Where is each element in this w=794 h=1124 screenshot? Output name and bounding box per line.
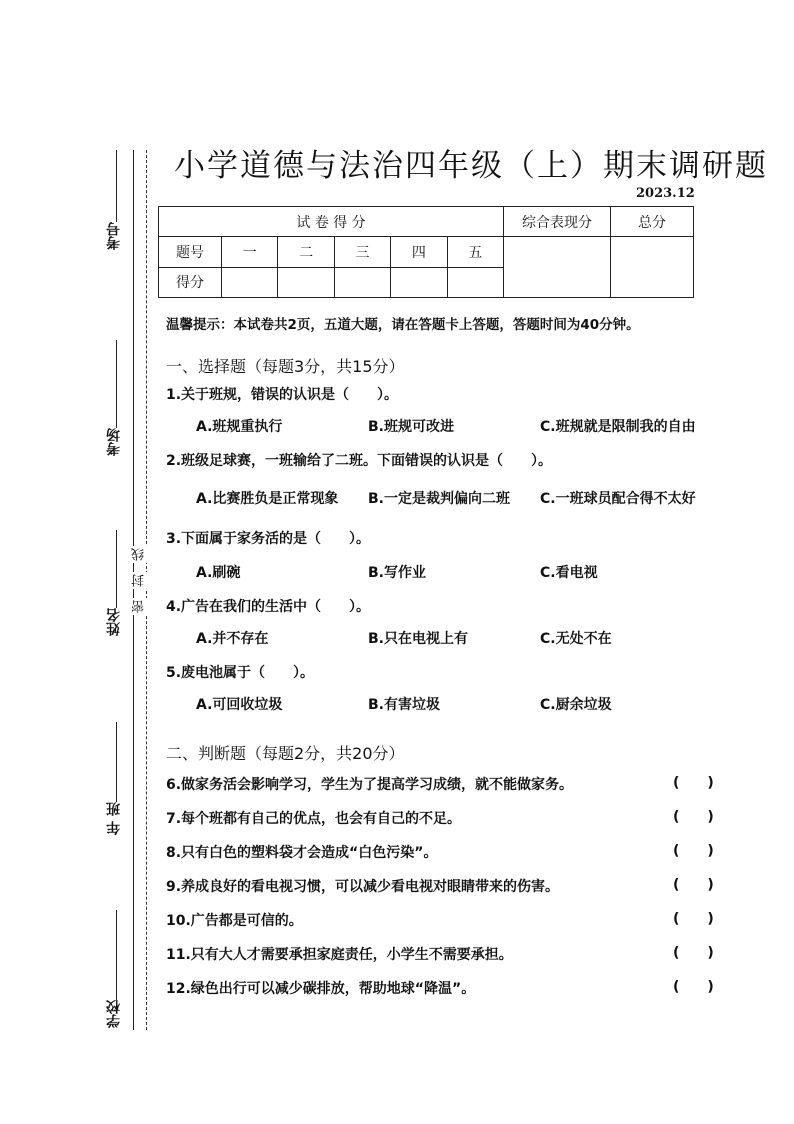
school-blank[interactable] bbox=[116, 910, 117, 1000]
judge-answer-6[interactable]: ( ) bbox=[673, 775, 714, 791]
school-label: 学校 bbox=[106, 1000, 122, 1028]
judge-item-9: 9.养成良好的看电视习惯，可以减少看电视对眼睛带来的伤害。 bbox=[166, 879, 560, 895]
question-5: 5.废电池属于（ ）。 bbox=[166, 665, 315, 681]
q2-option-b[interactable]: B.一定是裁判偏向二班 bbox=[368, 491, 510, 507]
question-no-1: 一 bbox=[222, 237, 278, 267]
q3-option-a[interactable]: A.刷碗 bbox=[196, 565, 241, 581]
seal-char-2: 封 bbox=[132, 574, 147, 587]
q1-option-a[interactable]: A.班规重执行 bbox=[196, 419, 283, 435]
overall-header: 综合表现分 bbox=[504, 207, 611, 237]
question-3: 3.下面属于家务活的是（ ）。 bbox=[166, 531, 371, 547]
question-4: 4.广告在我们的生活中（ ）。 bbox=[166, 599, 371, 615]
room-blank[interactable] bbox=[116, 340, 117, 428]
score-table bbox=[158, 206, 694, 298]
paper-score-header: 试 卷 得 分 bbox=[159, 207, 504, 237]
score-row-label: 得分 bbox=[159, 267, 222, 297]
class-label: 年 班 bbox=[106, 802, 122, 835]
question-no-3: 三 bbox=[334, 237, 390, 267]
total-score-cell[interactable] bbox=[611, 237, 694, 298]
judge-item-12: 12.绿色出行可以减少碳排放，帮助地球“降温”。 bbox=[166, 981, 476, 997]
judge-item-6: 6.做家务活会影响学习，学生为了提高学习成绩，就不能做家务。 bbox=[166, 777, 574, 793]
exam-tip: 温馨提示：本试卷共2页，五道大题，请在答题卡上答题，答题时间为40分钟。 bbox=[166, 317, 640, 333]
section-1-title: 一、选择题（每题3分，共15分） bbox=[166, 357, 405, 376]
score-cell-5[interactable] bbox=[447, 267, 503, 297]
q2-option-c[interactable]: C.一班球员配合得不太好 bbox=[540, 491, 696, 507]
judge-item-10: 10.广告都是可信的。 bbox=[166, 913, 303, 929]
page-title: 小学道德与法治四年级（上）期末调研题 bbox=[174, 148, 768, 184]
q1-option-c[interactable]: C.班规就是限制我的自由 bbox=[540, 419, 696, 435]
question-2: 2.班级足球赛，一班输给了二班。下面错误的认识是（ ）。 bbox=[166, 453, 553, 469]
q3-option-c[interactable]: C.看电视 bbox=[540, 565, 598, 581]
judge-item-11: 11.只有大人才需要承担家庭责任，小学生不需要承担。 bbox=[166, 947, 513, 963]
judge-answer-7[interactable]: ( ) bbox=[673, 809, 714, 825]
q5-option-b[interactable]: B.有害垃圾 bbox=[368, 697, 440, 713]
judge-item-8: 8.只有白色的塑料袋才会造成“白色污染”。 bbox=[166, 845, 438, 861]
score-cell-3[interactable] bbox=[334, 267, 390, 297]
question-no-label: 题号 bbox=[159, 237, 222, 267]
q4-option-c[interactable]: C.无处不在 bbox=[540, 631, 612, 647]
exam-no-blank[interactable] bbox=[116, 150, 117, 222]
overall-score-cell[interactable] bbox=[504, 237, 611, 298]
judge-answer-10[interactable]: ( ) bbox=[673, 911, 714, 927]
total-header: 总分 bbox=[611, 207, 694, 237]
judge-item-7: 7.每个班都有自己的优点，也会有自己的不足。 bbox=[166, 811, 462, 827]
score-cell-2[interactable] bbox=[278, 267, 334, 297]
seal-char-3: 线 bbox=[132, 548, 147, 561]
q1-option-b[interactable]: B.班规可改进 bbox=[368, 419, 454, 435]
exam-no-label: 考号 bbox=[106, 222, 122, 250]
exam-date: 2023.12 bbox=[636, 186, 695, 201]
name-label: 姓名 bbox=[106, 608, 122, 636]
q4-option-b[interactable]: B.只在电视上有 bbox=[368, 631, 468, 647]
question-no-2: 二 bbox=[278, 237, 334, 267]
room-label: 考场 bbox=[106, 428, 122, 456]
q3-option-b[interactable]: B.写作业 bbox=[368, 565, 426, 581]
name-blank[interactable] bbox=[116, 530, 117, 608]
question-no-5: 五 bbox=[447, 237, 503, 267]
q5-option-a[interactable]: A.可回收垃圾 bbox=[196, 697, 283, 713]
judge-answer-9[interactable]: ( ) bbox=[673, 877, 714, 893]
question-1: 1.关于班规，错误的认识是（ ）。 bbox=[166, 387, 399, 403]
judge-answer-8[interactable]: ( ) bbox=[673, 843, 714, 859]
judge-answer-12[interactable]: ( ) bbox=[673, 979, 714, 995]
section-2-title: 二、判断题（每题2分，共20分） bbox=[166, 744, 405, 763]
binding-dashed-line bbox=[146, 150, 147, 1030]
question-no-4: 四 bbox=[391, 237, 447, 267]
seal-char-1: 密 bbox=[132, 600, 147, 613]
score-cell-4[interactable] bbox=[391, 267, 447, 297]
q4-option-a[interactable]: A.并不存在 bbox=[196, 631, 269, 647]
score-cell-1[interactable] bbox=[222, 267, 278, 297]
judge-answer-11[interactable]: ( ) bbox=[673, 945, 714, 961]
class-blank[interactable] bbox=[116, 722, 117, 802]
q5-option-c[interactable]: C.厨余垃圾 bbox=[540, 697, 612, 713]
q2-option-a[interactable]: A.比赛胜负是正常现象 bbox=[196, 491, 339, 507]
binding-solid-line bbox=[133, 150, 134, 1030]
